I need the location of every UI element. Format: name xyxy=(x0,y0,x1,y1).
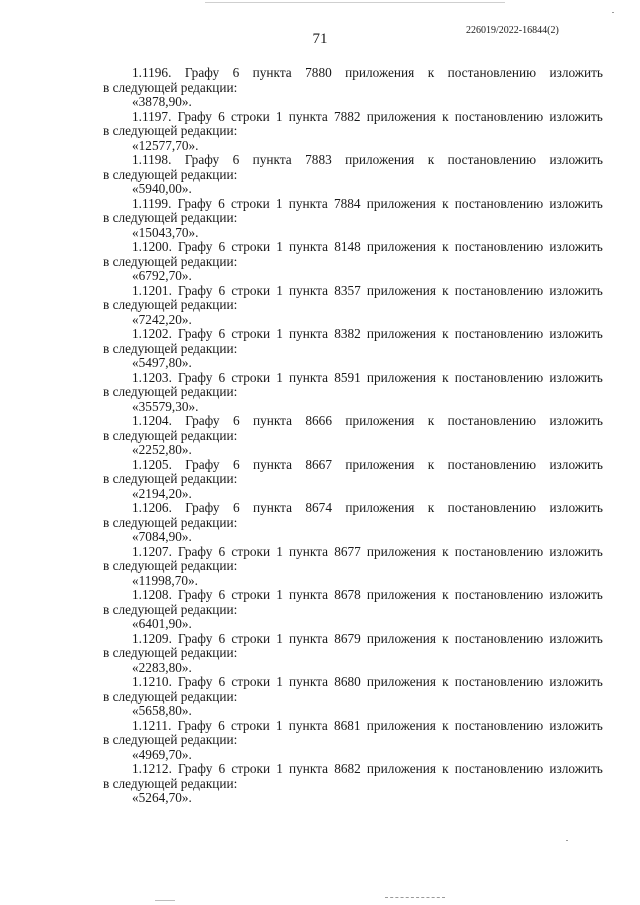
amendment-item xyxy=(103,545,603,589)
word: 1.1203. xyxy=(132,369,172,385)
amendment-value: «11998,70». xyxy=(132,572,198,588)
word: 6 xyxy=(218,108,225,124)
word: 8680 xyxy=(334,674,361,689)
word: постановлению xyxy=(447,413,537,428)
word: 8666 xyxy=(305,413,332,428)
word: 1.1204. xyxy=(132,413,172,428)
amendment-continuation: в следующей редакции: xyxy=(103,732,238,747)
word: 1 xyxy=(276,587,283,602)
word: Графу xyxy=(184,152,220,167)
word: изложить xyxy=(549,413,603,428)
amendment-item xyxy=(103,501,603,545)
word: изложить xyxy=(549,630,603,646)
word: 1.1208. xyxy=(132,587,172,602)
word: 1.1207. xyxy=(132,543,172,559)
word: 6 xyxy=(232,456,240,472)
amendment-value: «35579,30». xyxy=(132,398,199,414)
word: изложить xyxy=(549,282,603,298)
amendment-first-line xyxy=(103,327,603,342)
amendment-item xyxy=(103,327,603,371)
word: 6 xyxy=(218,717,225,733)
amendment-first-line xyxy=(103,153,603,168)
word: пункта xyxy=(288,195,328,211)
amendment-first-line xyxy=(103,284,603,299)
word: постановлению xyxy=(454,195,544,211)
word: приложения xyxy=(345,65,415,80)
word: постановлению xyxy=(454,282,544,298)
word: пункта xyxy=(288,717,328,733)
word: приложения xyxy=(366,674,437,689)
word: приложения xyxy=(366,543,437,559)
amendment-item xyxy=(103,371,603,415)
word: Графу xyxy=(184,65,220,80)
word: 1.1202. xyxy=(132,326,172,341)
word: 1.1211. xyxy=(132,717,172,733)
word: к xyxy=(427,65,435,80)
word: к xyxy=(442,674,449,689)
amendment-item xyxy=(103,66,603,110)
amendment-value: «3878,90». xyxy=(132,94,192,109)
word: приложения xyxy=(366,630,437,646)
amendment-continuation: в следующей редакции: xyxy=(103,166,238,182)
word: 1.1200. xyxy=(132,239,172,254)
amendment-item xyxy=(103,458,603,502)
word: постановлению xyxy=(454,326,544,341)
document-id: 226019/2022-16844(2) xyxy=(466,25,559,36)
word: изложить xyxy=(549,674,603,689)
word: пункта xyxy=(289,543,329,559)
word: Графу xyxy=(178,239,213,254)
word: постановлению xyxy=(454,108,544,124)
amendment-value: «5658,80». xyxy=(132,703,192,718)
word: 8678 xyxy=(334,587,361,602)
word: 1.1197. xyxy=(132,108,172,124)
word: 6 xyxy=(218,369,226,385)
word: постановлению xyxy=(447,500,537,515)
word: 1.1209. xyxy=(132,630,172,646)
word: изложить xyxy=(549,369,603,385)
word: 1 xyxy=(276,543,283,559)
amendment-first-line xyxy=(103,240,603,255)
word: 6 xyxy=(218,587,226,602)
word: 6 xyxy=(218,761,226,776)
word: изложить xyxy=(549,65,603,80)
word: приложения xyxy=(345,413,415,428)
word: Графу xyxy=(185,456,220,472)
amendment-continuation: в следующей редакции: xyxy=(103,297,238,312)
word: строки xyxy=(231,761,271,776)
amendment-first-line xyxy=(103,501,603,516)
word: 6 xyxy=(218,282,226,298)
word: 6 xyxy=(218,630,226,646)
word: 8357 xyxy=(334,282,361,298)
word: приложения xyxy=(366,369,437,385)
word: приложения xyxy=(366,108,436,124)
word: Графу xyxy=(178,282,213,298)
amendment-continuation: в следующей редакции: xyxy=(103,471,238,486)
word: 8677 xyxy=(334,543,361,559)
word: 8681 xyxy=(333,717,361,733)
word: постановлению xyxy=(454,717,544,733)
word: Графу xyxy=(178,630,213,646)
document-body xyxy=(103,66,603,806)
word: к xyxy=(442,195,449,211)
word: пункта xyxy=(289,674,329,689)
word: строки xyxy=(231,326,271,341)
word: 1 xyxy=(276,282,283,298)
word: пункта xyxy=(289,282,329,298)
word: изложить xyxy=(549,500,603,515)
word: изложить xyxy=(549,152,603,167)
amendment-item xyxy=(103,240,603,284)
word: 8148 xyxy=(334,239,361,254)
word: пункта xyxy=(252,152,292,167)
word: Графу xyxy=(185,500,220,515)
word: приложения xyxy=(345,500,415,515)
amendment-item xyxy=(103,153,603,197)
word: изложить xyxy=(549,108,603,124)
word: 1 xyxy=(276,761,283,776)
word: 6 xyxy=(218,195,225,211)
amendment-continuation: в следующей редакции: xyxy=(103,427,238,443)
amendment-first-line xyxy=(103,197,603,212)
word: Графу xyxy=(177,108,212,124)
amendment-value: «5497,80». xyxy=(132,355,192,370)
word: 6 xyxy=(218,543,226,559)
word: 1.1205. xyxy=(132,456,172,472)
word: постановлению xyxy=(454,674,544,689)
word: строки xyxy=(230,108,270,124)
word: приложения xyxy=(345,456,415,472)
word: 6 xyxy=(218,674,226,689)
amendment-continuation: в следующей редакции: xyxy=(103,514,238,530)
word: 6 xyxy=(232,152,240,167)
word: к xyxy=(442,761,449,776)
word: 1 xyxy=(276,630,283,646)
amendment-value: «2252,80». xyxy=(132,442,192,457)
amendment-first-line xyxy=(103,458,603,473)
word: 7883 xyxy=(305,152,332,167)
word: пункта xyxy=(289,587,329,602)
word: приложения xyxy=(366,587,437,602)
amendment-value: «7084,90». xyxy=(132,529,192,544)
word: к xyxy=(442,282,449,298)
word: изложить xyxy=(549,239,603,254)
word: к xyxy=(427,500,435,515)
amendment-value: «15043,70». xyxy=(132,224,199,240)
word: приложения xyxy=(366,717,436,733)
word: 1.1198. xyxy=(132,152,172,167)
word: 7884 xyxy=(333,195,361,211)
word: Графу xyxy=(178,674,213,689)
word: пункта xyxy=(289,630,329,646)
word: постановлению xyxy=(447,456,537,472)
word: к xyxy=(442,587,449,602)
word: изложить xyxy=(549,587,603,602)
amendment-value: «5264,70». xyxy=(132,790,192,805)
amendment-value: «2283,80». xyxy=(132,659,192,675)
word: 6 xyxy=(232,65,240,80)
amendment-first-line xyxy=(103,588,603,603)
word: постановлению xyxy=(447,65,537,80)
amendment-item xyxy=(103,197,603,241)
amendment-continuation: в следующей редакции: xyxy=(103,253,238,269)
word: приложения xyxy=(366,326,437,341)
word: 1.1196. xyxy=(132,65,172,80)
amendment-first-line xyxy=(103,414,603,429)
word: приложения xyxy=(345,152,415,167)
amendment-value: «6792,70». xyxy=(132,268,192,283)
amendment-continuation: в следующей редакции: xyxy=(103,601,238,617)
word: 8382 xyxy=(334,326,361,341)
amendment-first-line xyxy=(103,66,603,81)
word: 6 xyxy=(232,500,240,515)
word: к xyxy=(442,543,449,559)
word: пункта xyxy=(289,326,329,341)
word: Графу xyxy=(177,195,212,211)
word: Графу xyxy=(178,543,213,559)
amendment-value: «12577,70». xyxy=(132,137,199,153)
word: 6 xyxy=(218,239,226,254)
word: 1 xyxy=(276,674,283,689)
amendment-first-line xyxy=(103,632,603,647)
word: Графу xyxy=(178,761,213,776)
word: к xyxy=(442,108,449,124)
word: 1 xyxy=(276,239,283,254)
word: постановлению xyxy=(454,630,544,646)
amendment-continuation: в следующей редакции: xyxy=(103,210,238,225)
word: строки xyxy=(231,369,271,385)
word: строки xyxy=(230,717,270,733)
word: Графу xyxy=(178,587,213,602)
word: строки xyxy=(231,543,271,559)
word: изложить xyxy=(549,456,603,472)
amendment-continuation: в следующей редакции: xyxy=(103,340,238,356)
word: 8674 xyxy=(305,500,332,515)
word: 1 xyxy=(275,195,283,211)
word: 1.1206. xyxy=(132,500,172,515)
scan-speck xyxy=(566,840,568,841)
amendment-first-line xyxy=(103,371,603,386)
word: 8679 xyxy=(334,630,361,646)
word: пункта xyxy=(288,108,328,124)
word: постановлению xyxy=(454,761,544,776)
word: пункта xyxy=(252,413,293,428)
word: 1 xyxy=(276,326,283,341)
word: 1.1210. xyxy=(132,674,172,689)
word: пункта xyxy=(252,456,293,472)
word: строки xyxy=(231,630,271,646)
word: пункта xyxy=(252,65,292,80)
word: 1.1212. xyxy=(132,761,172,776)
word: строки xyxy=(231,282,271,298)
word: к xyxy=(442,326,449,341)
word: 1 xyxy=(275,108,283,124)
word: 1 xyxy=(276,369,283,385)
amendment-continuation: в следующей редакции: xyxy=(103,645,238,660)
top-rule xyxy=(205,2,505,3)
amendment-value: «2194,20». xyxy=(132,485,192,501)
word: 6 xyxy=(218,326,226,341)
word: постановлению xyxy=(447,152,537,167)
amendment-first-line xyxy=(103,762,603,777)
amendment-item xyxy=(103,414,603,458)
amendment-item xyxy=(103,719,603,763)
word: Графу xyxy=(177,717,212,733)
word: изложить xyxy=(549,717,603,733)
word: к xyxy=(442,717,449,733)
amendment-item xyxy=(103,632,603,676)
word: изложить xyxy=(549,195,603,211)
word: строки xyxy=(230,195,270,211)
bottom-mark-left xyxy=(155,900,175,901)
word: к xyxy=(427,413,435,428)
amendment-continuation: в следующей редакции: xyxy=(103,775,238,791)
word: пункта xyxy=(252,500,293,515)
word: Графу xyxy=(178,326,213,341)
word: 8682 xyxy=(334,761,361,776)
word: приложения xyxy=(366,761,437,776)
word: приложения xyxy=(366,282,437,298)
word: 1.1199. xyxy=(132,195,172,211)
bottom-mark xyxy=(385,897,445,899)
word: изложить xyxy=(549,543,603,559)
word: постановлению xyxy=(454,543,544,559)
word: приложения xyxy=(366,195,436,211)
page-number: 71 xyxy=(312,31,328,47)
word: к xyxy=(442,630,449,646)
word: пункта xyxy=(289,239,329,254)
amendment-value: «4969,70». xyxy=(132,746,192,762)
word: к xyxy=(442,239,449,254)
word: 6 xyxy=(232,413,240,428)
word: постановлению xyxy=(454,369,544,385)
amendment-first-line xyxy=(103,545,603,560)
word: 8591 xyxy=(334,369,361,385)
word: 7880 xyxy=(305,65,332,80)
word: к xyxy=(427,152,435,167)
amendment-continuation: в следующей редакции: xyxy=(103,558,238,573)
scan-speck xyxy=(612,12,614,13)
amendment-value: «6401,90». xyxy=(132,616,192,631)
amendment-item xyxy=(103,284,603,328)
word: Графу xyxy=(178,369,213,385)
word: строки xyxy=(231,239,271,254)
word: 1 xyxy=(275,717,283,733)
amendment-continuation: в следующей редакции: xyxy=(103,688,238,704)
word: к xyxy=(427,456,435,472)
amendment-continuation: в следующей редакции: xyxy=(103,79,238,95)
amendment-value: «5940,00». xyxy=(132,181,192,196)
word: Графу xyxy=(185,413,220,428)
amendment-continuation: в следующей редакции: xyxy=(103,123,238,138)
word: пункта xyxy=(289,369,329,385)
amendment-first-line xyxy=(103,719,603,734)
word: приложения xyxy=(366,239,437,254)
amendment-continuation: в следующей редакции: xyxy=(103,384,238,399)
word: постановлению xyxy=(454,239,544,254)
word: 8667 xyxy=(305,456,332,472)
word: изложить xyxy=(549,761,603,776)
amendment-item xyxy=(103,675,603,719)
word: строки xyxy=(231,587,271,602)
amendment-first-line xyxy=(103,110,603,125)
word: изложить xyxy=(549,326,603,341)
amendment-first-line xyxy=(103,675,603,690)
amendment-item xyxy=(103,588,603,632)
word: постановлению xyxy=(454,587,544,602)
word: 7882 xyxy=(333,108,361,124)
amendment-item xyxy=(103,110,603,154)
amendment-item xyxy=(103,762,603,806)
amendment-value: «7242,20». xyxy=(132,311,192,327)
word: 1.1201. xyxy=(132,282,172,298)
word: к xyxy=(442,369,449,385)
word: пункта xyxy=(289,761,329,776)
word: строки xyxy=(231,674,271,689)
